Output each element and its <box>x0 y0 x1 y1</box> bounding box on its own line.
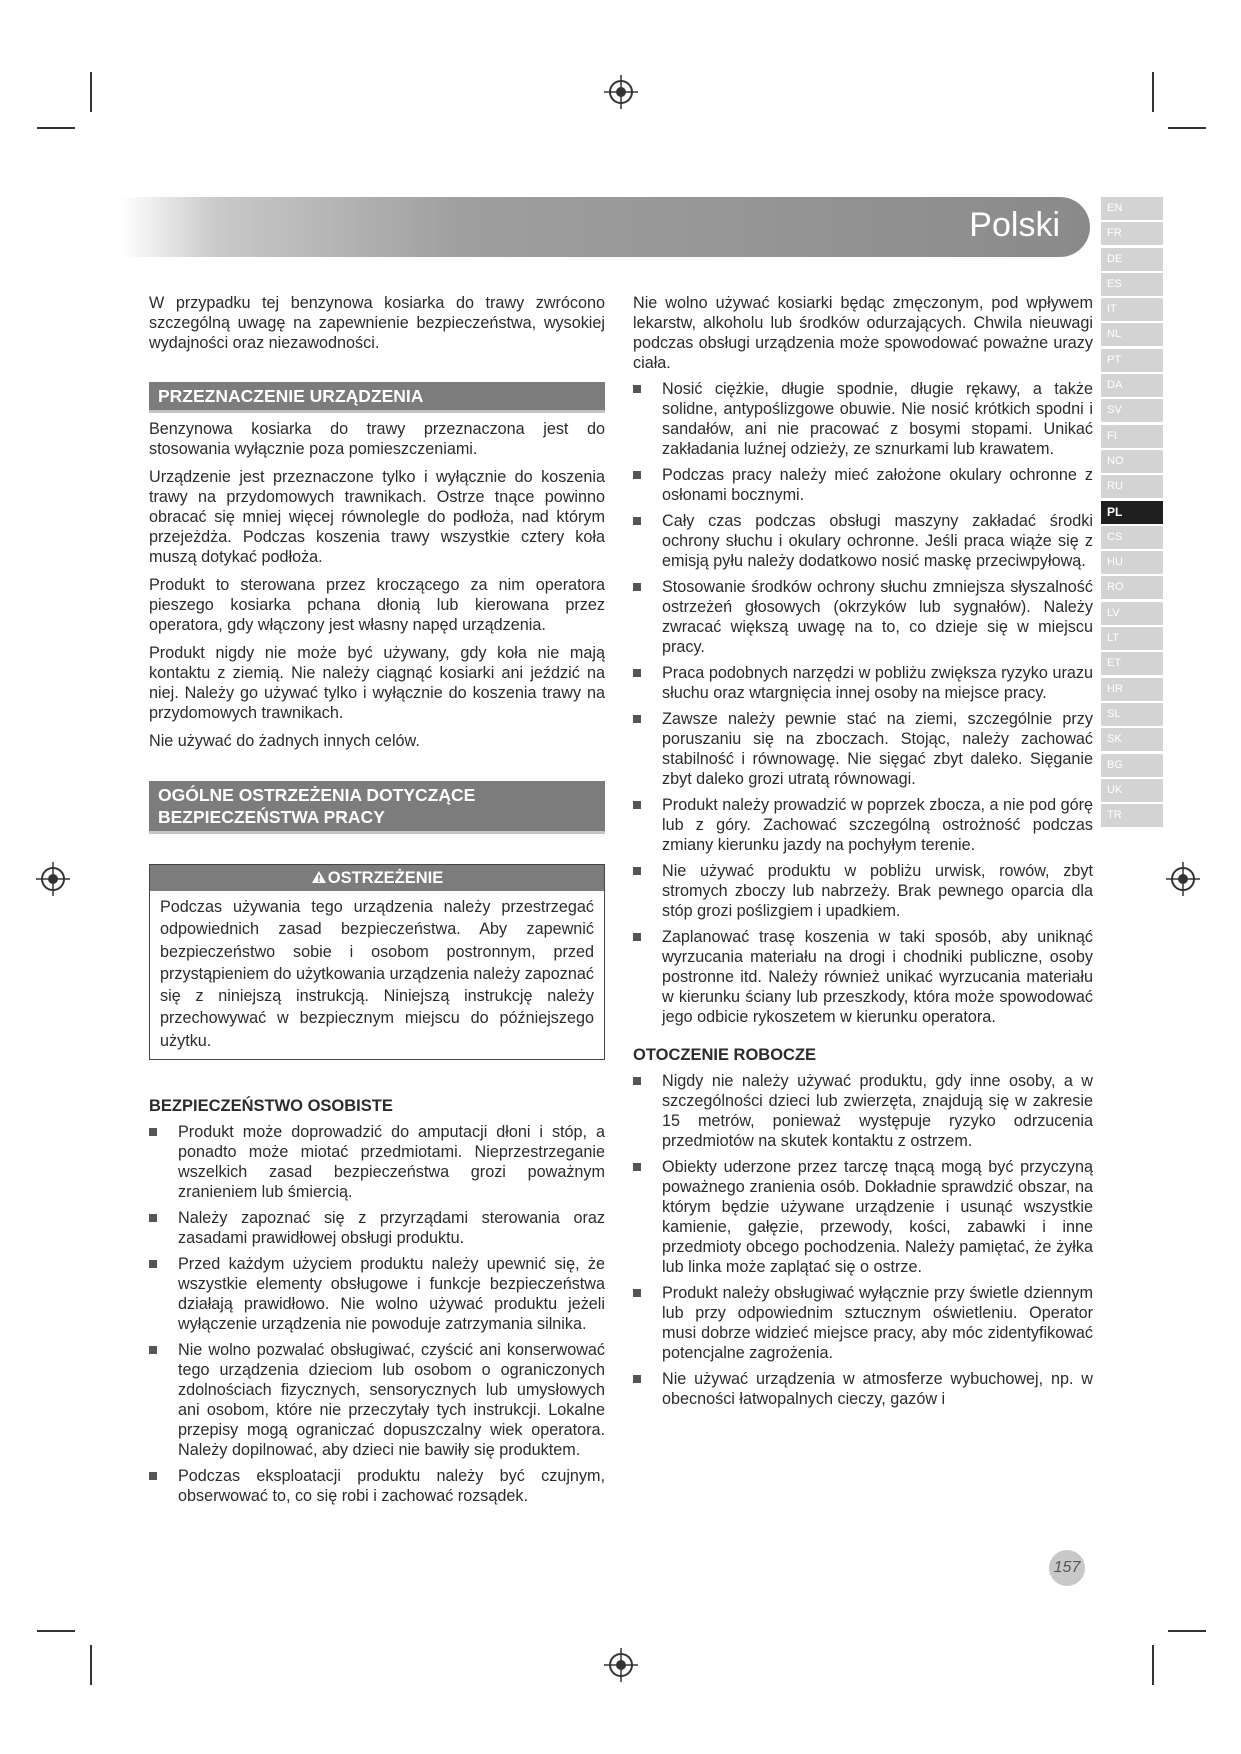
language-tab[interactable]: SL <box>1101 703 1163 726</box>
language-tabs <box>1101 197 1163 829</box>
bullet-icon <box>633 1163 641 1171</box>
bullet-icon <box>149 1128 157 1136</box>
list-item-text: Nie używać produktu w pobliżu urwisk, rowów, zbyt stromych zboczy lub nabrzeży. Brak pewnego oparcia dla stóp grozi poślizgiem i upadkiem. <box>662 862 1093 920</box>
bullet-icon <box>149 1346 157 1354</box>
bullet-icon <box>149 1472 157 1480</box>
language-tab[interactable]: SV <box>1101 399 1163 422</box>
list-item-text: Obiekty uderzone przez tarczę tnącą mogą być przyczyną poważnego zranienia osób. Dokładnie sprawdzić obszar, na którym będzie używane urządzenie i usunąć wszystkie kamienie, gałęzie, przewody, kości, zabawki i inne przedmioty obcego pochodzenia. Należy pamiętać, że żyłka lub linka może zaplątać się o ostrze. <box>662 1158 1093 1276</box>
language-tab-active[interactable]: PL <box>1101 501 1163 524</box>
language-tab[interactable]: BG <box>1101 754 1163 777</box>
list-item-text: Nigdy nie należy używać produktu, gdy inne osoby, a w szczególności dzieci lub zwierzęta, znajdują się w zakresie 15 metrów, ponieważ występuje ryzyko odrzucenia przedmiotów na skutek kontaktu z ostrzem. <box>662 1072 1093 1150</box>
language-tab[interactable]: IT <box>1101 298 1163 321</box>
paragraph: Nie używać do żadnych innych celów. <box>149 732 420 750</box>
banner-title: Polski <box>969 206 1060 244</box>
paragraph: Benzynowa kosiarka do trawy przeznaczona jest do stosowania wyłącznie poza pomieszczeniami. <box>149 420 605 458</box>
paragraph: Produkt nigdy nie może być używany, gdy koła nie mają kontaktu z ziemią. Nie należy ciągnąć kosiarki ani jeździć na niej. Należy go używać tylko i wyłącznie do koszenia trawy na przydomowych trawnikach. <box>149 644 605 722</box>
language-tab[interactable]: RO <box>1101 576 1163 599</box>
registration-mark-icon <box>36 862 70 896</box>
list-item <box>633 465 1093 505</box>
right-column <box>633 293 1093 1415</box>
list-item-text: Podczas pracy należy mieć założone okulary ochronne z osłonami bocznymi. <box>662 466 1093 504</box>
bullet-icon <box>633 583 641 591</box>
language-banner <box>120 197 1090 257</box>
list-item-text: Podczas eksploatacji produktu należy być czujnym, obserwować to, co się robi i zachować rozsądek. <box>178 1467 605 1506</box>
paragraph: Urządzenie jest przeznaczone tylko i wyłącznie do koszenia trawy na przydomowych trawnikach. Ostrze tnące powinno obracać się mniej więcej równolegle do podłoża, nad którym przejeżdża. Podczas koszenia trawy wszystkie cztery koła muszą dotykać podłoża. <box>149 468 605 566</box>
crop-mark <box>90 1645 92 1685</box>
language-tab[interactable]: DA <box>1101 374 1163 397</box>
subheading-personal-safety: BEZPIECZEŃSTWO OSOBISTE <box>149 1097 393 1116</box>
list-item-text: Należy zapoznać się z przyrządami sterowania oraz zasadami prawidłowej obsługi produktu. <box>178 1209 605 1248</box>
list-item <box>149 1122 605 1202</box>
list-item-text: Cały czas podczas obsługi maszyny zakładać środki ochrony słuchu i okulary ochronne. Jeśli praca wiąże się z emisją pyłu należy dodatkowo nosić maskę przeciwpyłową. <box>662 512 1093 570</box>
warning-header <box>150 865 604 891</box>
registration-mark-icon <box>604 75 638 109</box>
crop-mark <box>1152 1645 1154 1685</box>
list-item <box>633 1071 1093 1151</box>
language-tab[interactable]: RU <box>1101 475 1163 498</box>
intro-paragraph: Nie wolno używać kosiarki będąc zmęczonym, pod wpływem lekarstw, alkoholu lub środków odurzających. Chwila nieuwagi podczas obsługi urządzenia może spowodować poważne urazy ciała. <box>633 294 1093 372</box>
warning-text: Podczas używania tego urządzenia należy przestrzegać odpowiednich zasad bezpieczeństwa. Aby zapewnić bezpieczeństwo sobie i osobom postronnym, przed przystąpieniem do użytkowania urządzenia należy zapoznać się z niniejszą instrukcją. Niniejszą instrukcję należy przechowywać w bezpiecznym miejscu do późniejszego użytku. <box>160 898 594 1050</box>
list-item-text: Zaplanować trasę koszenia w taki sposób, aby uniknąć wyrzucania materiału na drogi i chodniki publiczne, osoby postronne itd. Należy również unikać wyrzucania materiału w kierunku ściany lub przeszkody, która może spowodować jego odbicie rykoszetem w kierunku operatora. <box>662 928 1093 1026</box>
list-item <box>633 1157 1093 1277</box>
list-item-text: Zawsze należy pewnie stać na ziemi, szczególnie przy poruszaniu się na zboczach. Stojąc, należy zachować stabilność i równowagę. Nie sięgać zbyt daleko. Sięganie zbyt daleko grozi utratą równowagi. <box>662 710 1093 788</box>
page-number: 157 <box>1049 1550 1085 1586</box>
language-tab[interactable]: ET <box>1101 652 1163 675</box>
language-tab[interactable]: LT <box>1101 627 1163 650</box>
subheading-work-area: OTOCZENIE ROBOCZE <box>633 1046 817 1064</box>
bullet-icon <box>633 669 641 677</box>
language-tab[interactable]: DE <box>1101 248 1163 271</box>
list-item-text: Produkt należy prowadzić w poprzek zbocza, a nie pod górę lub z góry. Zachować szczególną ostrożność podczas zmiany kierunku jazdy na pochyłym terenie. <box>662 796 1094 854</box>
bullet-icon <box>633 385 641 393</box>
language-tab[interactable]: CS <box>1101 526 1163 549</box>
list-item <box>633 1283 1093 1363</box>
bullet-icon <box>633 933 641 941</box>
list-item-text: Przed każdym użyciem produktu należy upewnić się, że wszystkie elementy obsługowe i funkcje bezpieczeństwa działają prawidłowo. Nie wolno używać produktu jeżeli wyłączenie urządzenia nie powoduje zatrzymania silnika. <box>178 1255 605 1334</box>
language-tab[interactable]: FI <box>1101 425 1163 448</box>
left-column <box>149 293 605 1512</box>
crop-mark <box>1168 1630 1206 1632</box>
list-item <box>633 861 1093 921</box>
list-item <box>633 795 1093 855</box>
list-item-text: Produkt może doprowadzić do amputacji dłoni i stóp, a ponadto może miotać przedmiotami. Nieprzestrzeganie wszelkich zasad bezpieczeństwa grozi poważnym zranieniem lub śmiercią. <box>178 1123 605 1202</box>
list-item-text: Praca podobnych narzędzi w pobliżu zwiększa ryzyko urazu słuchu oraz wtargnięcia innej osoby na miejsce pracy. <box>662 664 1093 702</box>
list-item <box>633 577 1093 657</box>
list-item <box>633 663 1093 703</box>
list-item-text: Stosowanie środków ochrony słuchu zmniejsza słyszalność ostrzeżeń głosowych (okrzyków lub sygnałów). Należy zwracać większą uwagę na to, co dzieje się w miejscu pracy. <box>662 578 1093 656</box>
list-item-text: Produkt należy obsługiwać wyłącznie przy świetle dziennym lub przy odpowiednim sztucznym oświetleniu. Operator musi dobrze widzieć miejsce pracy, aby móc zidentyfikować potencjalne zagrożenia. <box>662 1284 1093 1362</box>
list-item-text: Nie wolno pozwalać obsługiwać, czyścić ani konserwować tego urządzenia dzieciom lub osobom o ograniczonych zdolnościach fizycznych, sensorycznych lub umysłowych ani osobom, które nie przeczytały tych instrukcji. Lokalne przepisy mogą ograniczać dopuszczalny wiek operatora. Należy dopilnować, aby dzieci nie bawiły się produktem. <box>178 1341 605 1460</box>
list-item-text: Nie używać urządzenia w atmosferze wybuchowej, np. w obecności łatwopalnych cieczy, gazów i <box>662 1370 1093 1408</box>
language-tab[interactable]: ES <box>1101 273 1163 296</box>
safety-list <box>633 379 1093 1027</box>
list-item <box>633 927 1093 1027</box>
language-tab[interactable]: HU <box>1101 551 1163 574</box>
section-heading-general-safety: OGÓLNE OSTRZEŻENIA DOTYCZĄCE BEZPIECZEŃSTWA PRACY <box>149 781 605 834</box>
language-tab[interactable]: PT <box>1101 349 1163 372</box>
intro-paragraph: W przypadku tej benzynowa kosiarka do trawy zwrócono szczególną uwagę na zapewnienie bezpieczeństwa, wysokiej wydajności oraz niezawodności. <box>149 294 605 352</box>
bullet-icon <box>149 1260 157 1268</box>
list-item <box>149 1466 605 1506</box>
language-tab[interactable]: SK <box>1101 728 1163 751</box>
crop-mark <box>90 72 92 112</box>
language-tab[interactable]: HR <box>1101 678 1163 701</box>
list-item <box>633 511 1093 571</box>
bullet-icon <box>633 517 641 525</box>
bullet-icon <box>633 715 641 723</box>
language-tab[interactable]: EN <box>1101 197 1163 220</box>
warning-triangle-icon <box>311 865 327 891</box>
language-tab[interactable]: UK <box>1101 779 1163 802</box>
crop-mark <box>37 127 75 129</box>
crop-mark <box>1168 127 1206 129</box>
list-item-text: Nosić ciężkie, długie spodnie, długie rękawy, a także solidne, antypoślizgowe obuwie. Nie nosić krótkich spodni i sandałów, ani nie pracować z bosymi stopami. Unikać zakładania luźnej odzieży, ze sznurkami lub krawatem. <box>662 380 1093 458</box>
work-area-list <box>633 1071 1093 1409</box>
bullet-icon <box>633 471 641 479</box>
bullet-icon <box>633 867 641 875</box>
language-tab[interactable]: NO <box>1101 450 1163 473</box>
bullet-icon <box>633 1289 641 1297</box>
language-tab[interactable]: TR <box>1101 804 1163 827</box>
list-item <box>149 1208 605 1248</box>
bullet-icon <box>149 1214 157 1222</box>
language-tab[interactable]: NL <box>1101 323 1163 346</box>
bullet-icon <box>633 1375 641 1383</box>
bullet-icon <box>633 801 641 809</box>
list-item <box>149 1340 605 1460</box>
section-heading-purpose: PRZEZNACZENIE URZĄDZENIA <box>149 382 605 413</box>
language-tab[interactable]: LV <box>1101 602 1163 625</box>
list-item <box>633 709 1093 789</box>
language-tab[interactable]: FR <box>1101 222 1163 245</box>
list-item <box>149 1254 605 1334</box>
registration-mark-icon <box>604 1648 638 1682</box>
personal-safety-list <box>149 1122 605 1506</box>
bullet-icon <box>633 1077 641 1085</box>
list-item <box>633 1369 1093 1409</box>
crop-mark <box>1152 72 1154 112</box>
registration-mark-icon <box>1166 862 1200 896</box>
list-item <box>633 379 1093 459</box>
warning-title: OSTRZEŻENIE <box>327 869 444 887</box>
warning-box <box>149 864 605 1060</box>
crop-mark <box>37 1630 75 1632</box>
paragraph: Produkt to sterowana przez kroczącego za nim operatora pieszego kosiarka pchana dłonią lub kierowana przez operatora, gdy włączony jest własny napęd urządzenia. <box>149 576 605 634</box>
